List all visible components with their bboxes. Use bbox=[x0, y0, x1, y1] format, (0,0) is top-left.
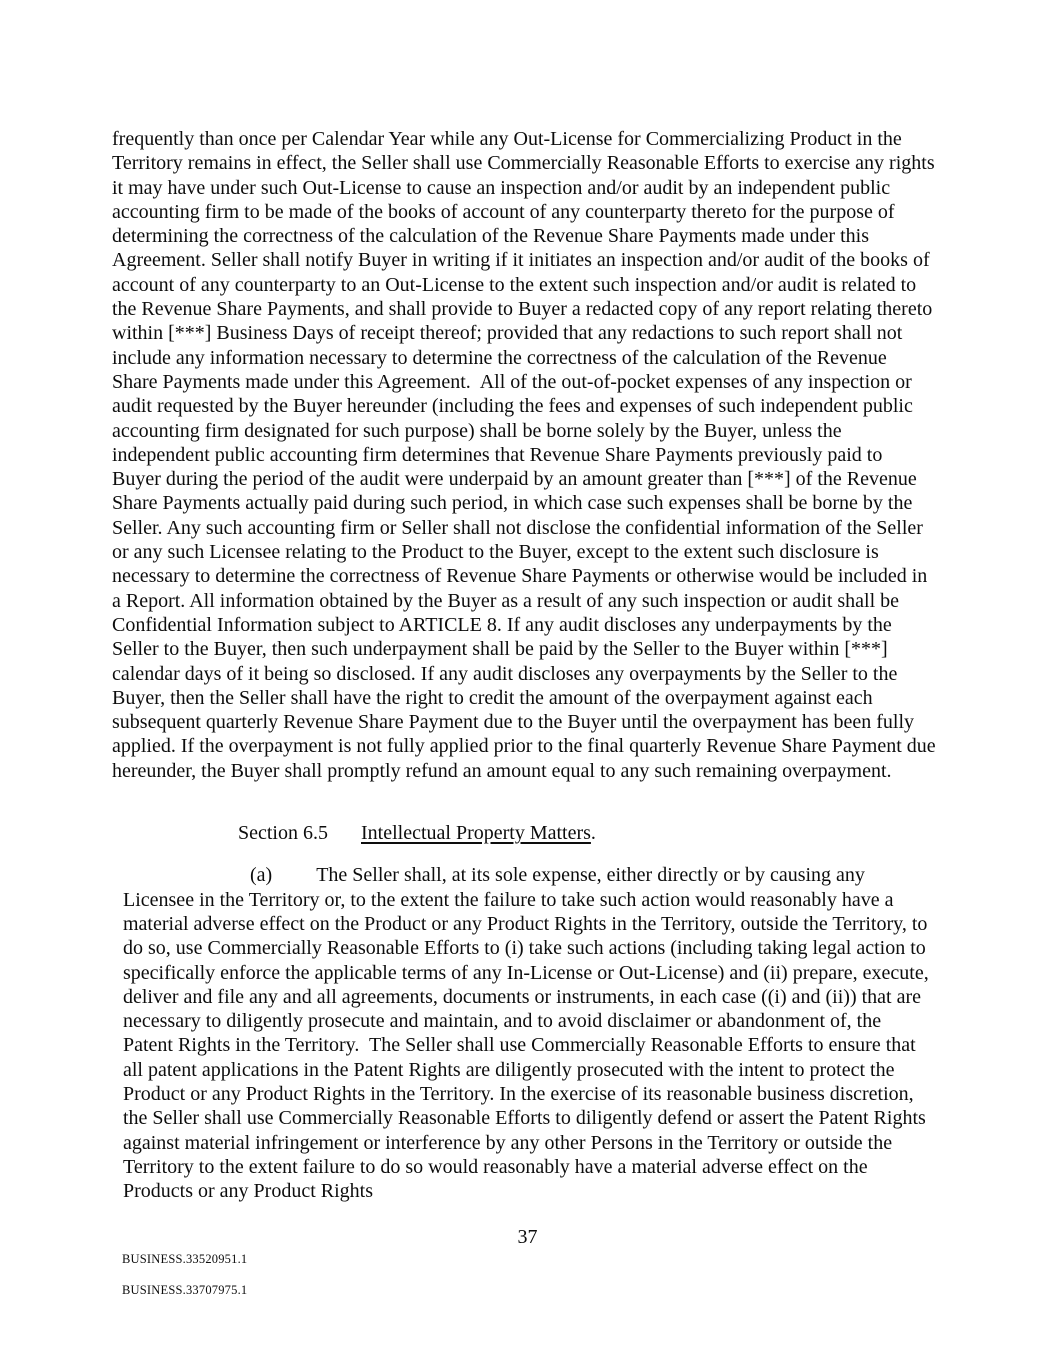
section-heading bbox=[112, 821, 936, 845]
subsection-a-text: The Seller shall, at its sole expense, either directly or by causing any Licensee in the Territory or, to the extent the failure to take such action would reasonably have a material adverse effect on the Product or any Product Rights in the Territory, outside the Territory, to do so, use Commercially Reasonable Efforts to (i) take such actions (including taking legal action to specifically enforce the applicable terms of any In-License or Out-License) and (ii) prepare, execute, deliver and file any and all agreements, documents or instruments, in each case ((i) and (ii)) that are necessary to diligently prosecute and maintain, and to avoid disclaimer or abandonment of, the Patent Rights in the Territory. The Seller shall use Commercially Reasonable Efforts to ensure that all patent applications in the Patent Rights are diligently prosecuted with the intent to protect the Product or any Product Rights in the Territory. In the exercise of its reasonable business discretion, the Seller shall use Commercially Reasonable Efforts to diligently defend or assert the Patent Rights against material infringement or interference by any other Persons in the Territory or outside the Territory to the extent failure to do so would reasonably have a material adverse effect on the Products or any Product Rights bbox=[123, 864, 934, 1203]
document-body bbox=[112, 127, 941, 1203]
page-number: 37 bbox=[517, 1226, 538, 1248]
paragraph-continuation: frequently than once per Calendar Year while any Out-License for Commercializing Product in the Territory remains in effect, the Seller shall use Commercially Reasonable Efforts to exercise any rights it may have under such Out-License to cause an inspection and/or audit by an independent public accounting firm to be made of the books of account of any counterparty thereto for the purpose of determining the correctness of the calculation of the Revenue Share Payments made under this Agreement. Seller shall notify Buyer in writing if it initiates an inspection and/or audit of the books of account of any counterparty to an Out-License to the extent such inspection and/or audit is related to the Revenue Share Payments, and shall provide to Buyer a redacted copy of any report relating thereto within [***] Business Days of receipt thereof; provided that any redactions to such report shall not include any information necessary to determine the correctness of the calculation of the Revenue Share Payments made under this Agreement. All of the out-of-pocket expenses of any inspection or audit requested by the Buyer hereunder (including the fees and expenses of such independent public accounting firm designated for such purpose) shall be borne solely by the Buyer, unless the independent public accounting firm determines that Revenue Share Payments previously paid to Buyer during the period of the audit were underpaid by an amount greater than [***] of the Revenue Share Payments actually paid during such period, in which case such expenses shall be borne by the Seller. Any such accounting firm or Seller shall not disclose the confidential information of the Seller or any such Licensee relating to the Product to the Buyer, except to the extent such disclosure is necessary to determine the correctness of Revenue Share Payments or otherwise would be included in a Report. All information obtained by the Buyer as a result of any such inspection or audit shall be Confidential Information subject to ARTICLE 8. If any audit discloses any underpayments by the Seller to the Buyer, then such underpayment shall be paid by the Seller to the Buyer within [***] calendar days of it being so disclosed. If any audit discloses any overpayments by the Seller to the Buyer, then the Seller shall have the right to credit the amount of the overpayment against each subsequent quarterly Revenue Share Payment due to the Buyer until the overpayment has been fully applied. If the overpayment is not fully applied prior to the final quarterly Revenue Share Payment due hereunder, the Buyer shall promptly refund an amount equal to any such remaining overpayment. bbox=[112, 128, 941, 782]
section-title-period: . bbox=[590, 822, 596, 845]
footer-document-id: BUSINESS.33707975.1 bbox=[122, 1283, 248, 1297]
subsection-a-marker: (a) bbox=[250, 864, 273, 887]
footer-document-id: BUSINESS.33520951.1 bbox=[122, 1252, 248, 1266]
section-number: Section 6.5 bbox=[238, 822, 328, 845]
subsection-a bbox=[123, 863, 936, 1203]
section-title: Intellectual Property Matters bbox=[361, 822, 591, 845]
